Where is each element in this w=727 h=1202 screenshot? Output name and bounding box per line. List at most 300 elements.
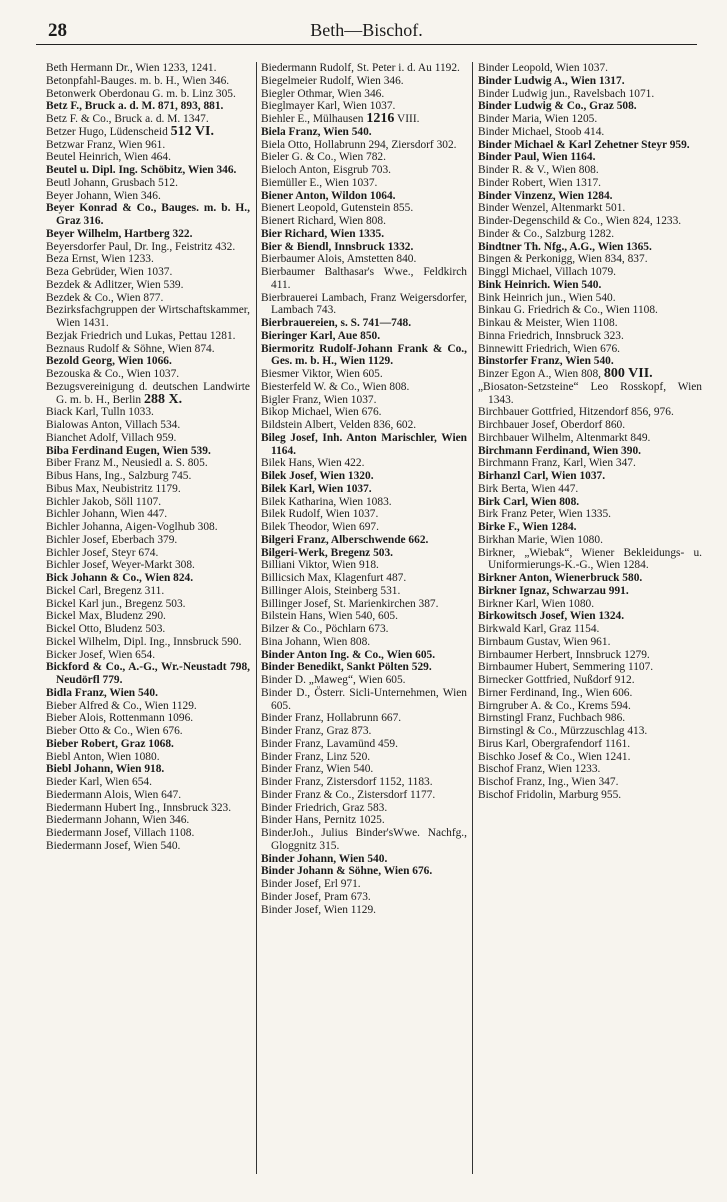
entry-text: Birhanzl Carl, Wien 1037. xyxy=(478,470,606,482)
entry-text: Binder Friedrich, Graz 583. xyxy=(261,801,388,814)
entry-text: Beyer Johann, Wien 346. xyxy=(46,189,161,202)
directory-entry xyxy=(478,572,702,585)
entry-emphasis: 512 VI. xyxy=(170,123,214,139)
directory-entry xyxy=(46,559,250,572)
entry-text: Bier & Biendl, Innsbruck 1332. xyxy=(261,240,414,253)
entry-text: Binzer Egon A., Wien 808, xyxy=(478,368,602,380)
directory-entry xyxy=(46,649,250,662)
directory-entry xyxy=(46,738,250,751)
directory-entry xyxy=(46,432,250,445)
directory-entry xyxy=(478,585,702,598)
entry-text: Bilek Rudolf, Wien 1037. xyxy=(261,508,379,521)
entry-text: Birner Ferdinand, Ing., Wien 606. xyxy=(478,686,633,699)
entry-text: Binder-Degenschild & Co., Wien 824, 1233. xyxy=(478,215,682,227)
entry-text: Birus Karl, Obergrafendorf 1161. xyxy=(478,737,631,750)
directory-entry xyxy=(46,113,250,126)
entry-text: Betz F. & Co., Bruck a. d. M. 1347. xyxy=(46,113,209,125)
entry-text: Bildstein Albert, Velden 836, 602. xyxy=(261,419,417,431)
entry-text: Biebl Johann, Wien 918. xyxy=(46,763,165,776)
directory-entry xyxy=(46,572,250,585)
directory-entry xyxy=(46,406,250,419)
directory-entry xyxy=(46,802,250,815)
entry-text: Bieglmayer Karl, Wien 1037. xyxy=(261,100,396,113)
entry-text: Bindtner Th. Nfg., A.G., Wien 1365. xyxy=(478,240,652,253)
directory-columns xyxy=(46,62,702,1182)
entry-text: Binder Paul, Wien 1164. xyxy=(478,151,596,164)
directory-entry xyxy=(46,177,250,190)
entry-text: Billicsich Max, Klagenfurt 487. xyxy=(261,572,407,584)
directory-entry xyxy=(261,763,467,776)
entry-text: Bichler Josef, Weyer-Markt 308. xyxy=(46,559,195,572)
entry-text: Birchbauer Wilhelm, Altenmarkt 849. xyxy=(478,431,651,444)
entry-text: Bick Johann & Co., Wien 824. xyxy=(46,572,194,584)
directory-entry xyxy=(478,445,702,458)
directory-entry xyxy=(261,610,467,623)
entry-text: Bilstein Hans, Wien 540, 605. xyxy=(261,610,398,623)
directory-entry xyxy=(478,253,702,266)
entry-text: Binkau & Meister, Wien 1108. xyxy=(478,317,618,329)
entry-text: Beza Ernst, Wien 1233. xyxy=(46,253,154,266)
directory-entry xyxy=(261,190,467,203)
directory-entry xyxy=(46,419,250,432)
directory-entry xyxy=(478,496,702,509)
directory-entry xyxy=(46,547,250,560)
directory-entry xyxy=(261,814,467,827)
directory-entry xyxy=(46,636,250,649)
entry-text: Binder D. „Maweg“, Wien 605. xyxy=(261,674,406,686)
directory-entry xyxy=(261,292,467,318)
directory-entry xyxy=(478,457,702,470)
directory-entry xyxy=(261,751,467,764)
directory-entry xyxy=(478,483,702,496)
directory-entry xyxy=(478,75,702,88)
directory-entry xyxy=(46,534,250,547)
entry-text: Birk Franz Peter, Wien 1335. xyxy=(478,508,612,521)
entry-text: Bickel Karl jun., Bregenz 503. xyxy=(46,597,186,610)
directory-entry xyxy=(261,177,467,190)
entry-text: Binstorfer Franz, Wien 540. xyxy=(478,355,614,368)
directory-entry xyxy=(46,496,250,509)
entry-text: Birke F., Wien 1284. xyxy=(478,521,577,533)
directory-entry xyxy=(478,62,702,75)
directory-entry xyxy=(478,241,702,254)
entry-text: Bilzer & Co., Pöchlarn 673. xyxy=(261,623,389,635)
directory-entry xyxy=(261,585,467,598)
directory-entry xyxy=(261,241,467,254)
directory-entry xyxy=(261,343,467,369)
directory-entry xyxy=(261,789,467,802)
entry-text: Bichler Jakob, Söll 1107. xyxy=(46,495,162,508)
entry-text: Binder Franz, Graz 873. xyxy=(261,725,372,737)
entry-text: Biela Franz, Wien 540. xyxy=(261,125,372,138)
entry-text: Binder Benedikt, Sankt Pölten 529. xyxy=(261,661,432,674)
entry-text: Birkowitsch Josef, Wien 1324. xyxy=(478,610,625,623)
entry-text: Birnbaum Gustav, Wien 961. xyxy=(478,635,611,648)
entry-text: Bilek Karl, Wien 1037. xyxy=(261,482,372,495)
entry-text: Birkner, „Wiebak“, Wiener Bekleidungs- u. Uniformierungs-K.-G., Wien 1284. xyxy=(478,546,702,572)
directory-entry xyxy=(478,215,702,228)
entry-text: Binkau G. Friedrich & Co., Wien 1108. xyxy=(478,304,658,317)
entry-text: Biela Otto, Hollabrunn 294, Ziersdorf 302. xyxy=(261,138,457,151)
directory-entry xyxy=(261,559,467,572)
directory-entry xyxy=(261,215,467,228)
directory-entry xyxy=(261,470,467,483)
directory-entry xyxy=(46,75,250,88)
entry-text: Birnstingl Franz, Fuchbach 986. xyxy=(478,712,626,725)
entry-text: Beznaus Rudolf & Söhne, Wien 874. xyxy=(46,342,215,355)
directory-entry xyxy=(46,355,250,368)
entry-text: Binder Anton Ing. & Co., Wien 605. xyxy=(261,648,436,661)
entry-text: Betonpfahl-Bauges. m. b. H., Wien 346. xyxy=(46,74,230,87)
entry-text: Birchmann Ferdinand, Wien 390. xyxy=(478,444,641,457)
directory-entry xyxy=(261,636,467,649)
directory-entry xyxy=(46,814,250,827)
directory-entry xyxy=(46,457,250,470)
directory-entry xyxy=(261,687,467,713)
entry-text: Bischof Fridolin, Marburg 955. xyxy=(478,788,622,801)
entry-text: Bichler Josef, Eberbach 379. xyxy=(46,533,178,546)
directory-entry xyxy=(46,100,250,113)
entry-text: Binder Michael, Stoob 414. xyxy=(478,125,605,138)
entry-text: Betzer Hugo, Lüdenscheid xyxy=(46,125,168,138)
entry-text: Binder Johann, Wien 540. xyxy=(261,852,388,865)
directory-entry xyxy=(261,381,467,394)
entry-text: Binder Leopold, Wien 1037. xyxy=(478,62,608,74)
entry-text: Binder & Co., Salzburg 1282. xyxy=(478,227,615,240)
directory-entry xyxy=(478,406,702,419)
entry-text: Biedermann Josef, Villach 1108. xyxy=(46,827,195,839)
entry-text: Biener Anton, Wildon 1064. xyxy=(261,189,396,202)
entry-text: Bezouska & Co., Wien 1037. xyxy=(46,368,180,380)
entry-text: Bichler Josef, Steyr 674. xyxy=(46,546,159,559)
entry-text: Birkner Ignaz, Schwarzau 991. xyxy=(478,584,629,597)
entry-text: Bickford & Co., A.-G., Wr.-Neustadt 798, Neudörfl 779. xyxy=(46,661,250,686)
directory-entry xyxy=(261,368,467,381)
directory-entry xyxy=(46,164,250,177)
entry-text: Binder Hans, Pernitz 1025. xyxy=(261,814,385,827)
directory-entry xyxy=(261,62,467,75)
directory-entry xyxy=(261,827,467,853)
directory-entry xyxy=(478,100,702,113)
directory-entry xyxy=(261,432,467,458)
entry-text: Beza Gebrüder, Wien 1037. xyxy=(46,266,173,278)
entry-text: Bezdek & Co., Wien 877. xyxy=(46,291,164,304)
directory-entry xyxy=(46,483,250,496)
entry-text: Bickel Max, Bludenz 290. xyxy=(46,610,166,623)
directory-entry xyxy=(478,508,702,521)
page-header xyxy=(36,14,697,45)
entry-text: Binder Franz & Co., Zistersdorf 1177. xyxy=(261,788,436,801)
entry-text: Bezold Georg, Wien 1066. xyxy=(46,355,172,368)
entry-emphasis: 800 VII. xyxy=(603,366,653,381)
directory-entry xyxy=(478,151,702,164)
entry-text: Birchbauer Josef, Oberdorf 860. xyxy=(478,419,626,431)
directory-entry xyxy=(478,712,702,725)
directory-column-2 xyxy=(261,62,467,916)
directory-entry xyxy=(261,776,467,789)
directory-entry xyxy=(46,343,250,356)
entry-text: Bischof Franz, Wien 1233. xyxy=(478,763,601,776)
directory-entry xyxy=(478,598,702,611)
entry-text: Biegelmeier Rudolf, Wien 346. xyxy=(261,74,404,87)
entry-text: Bink Heinrich jun., Wien 540. xyxy=(478,291,616,304)
entry-text: Bieder Karl, Wien 654. xyxy=(46,776,152,788)
entry-text: Binder Johann & Söhne, Wien 676. xyxy=(261,865,433,878)
directory-entry xyxy=(261,164,467,177)
directory-entry xyxy=(478,355,702,368)
entry-text: Biebl Anton, Wien 1080. xyxy=(46,750,160,763)
directory-entry xyxy=(478,368,702,381)
directory-entry xyxy=(261,266,467,292)
entry-text: Biber Franz M., Neusiedl a. S. 805. xyxy=(46,457,208,470)
entry-text: Bingen & Perkonigg, Wien 834, 837. xyxy=(478,253,648,266)
entry-text: Bianchet Adolf, Villach 959. xyxy=(46,431,177,444)
directory-entry xyxy=(261,598,467,611)
entry-text: Beyer Wilhelm, Hartberg 322. xyxy=(46,227,193,240)
directory-entry xyxy=(261,75,467,88)
entry-text: Bischko Josef & Co., Wien 1241. xyxy=(478,750,631,763)
directory-entry xyxy=(46,279,250,292)
entry-text: Bischof Franz, Ing., Wien 347. xyxy=(478,776,619,788)
directory-entry xyxy=(478,661,702,674)
entry-text: Beutl Johann, Grusbach 512. xyxy=(46,176,178,189)
directory-entry xyxy=(478,139,702,152)
directory-entry xyxy=(46,687,250,700)
directory-entry xyxy=(478,470,702,483)
directory-entry xyxy=(261,904,467,917)
directory-entry xyxy=(46,763,250,776)
entry-text: Biesterfeld W. & Co., Wien 808. xyxy=(261,380,410,393)
entry-text: Bilek Katharina, Wien 1083. xyxy=(261,495,392,508)
directory-entry xyxy=(46,661,250,687)
entry-text: Binna Friedrich, Innsbruck 323. xyxy=(478,329,624,342)
directory-entry xyxy=(46,751,250,764)
directory-entry xyxy=(478,687,702,700)
directory-entry xyxy=(261,496,467,509)
entry-text: Biedermann Alois, Wien 647. xyxy=(46,788,182,801)
directory-entry xyxy=(478,674,702,687)
entry-text: Birnbaumer Herbert, Innsbruck 1279. xyxy=(478,648,650,661)
entry-text: Binder Josef, Pram 673. xyxy=(261,890,371,903)
directory-entry xyxy=(478,419,702,432)
entry-text: Beutel u. Dipl. Ing. Schöbitz, Wien 346. xyxy=(46,164,237,176)
entry-text: Birkwald Karl, Graz 1154. xyxy=(478,623,600,635)
entry-text: Bienert Leopold, Gutenstein 855. xyxy=(261,202,414,215)
entry-text: Binder D., Österr. Sicli-Unternehmen, Wien 605. xyxy=(261,686,467,712)
directory-entry xyxy=(261,853,467,866)
directory-entry xyxy=(261,419,467,432)
directory-entry xyxy=(261,623,467,636)
entry-text: Bilgeri Franz, Alberschwende 662. xyxy=(261,533,429,546)
directory-entry xyxy=(46,266,250,279)
directory-entry xyxy=(46,776,250,789)
directory-column-1 xyxy=(46,62,250,853)
entry-text: Betz F., Bruck a. d. M. 871, 893, 881. xyxy=(46,100,224,113)
entry-text: Billiani Viktor, Wien 918. xyxy=(261,559,379,572)
entry-text: Bilek Josef, Wien 1320. xyxy=(261,470,374,482)
directory-entry xyxy=(46,712,250,725)
entry-text: Birchmann Franz, Karl, Wien 347. xyxy=(478,457,636,470)
entry-text: „Biosaton-Setzsteine“ Leo Rosskopf, Wien 1343. xyxy=(478,380,702,406)
directory-entry xyxy=(46,610,250,623)
directory-entry xyxy=(261,572,467,585)
entry-text: Bink Heinrich. Wien 540. xyxy=(478,278,602,291)
entry-text: Biesmer Viktor, Wien 605. xyxy=(261,368,383,380)
entry-text: Binder Maria, Wien 1205. xyxy=(478,113,598,125)
entry-text: Bickel Otto, Bludenz 503. xyxy=(46,623,166,635)
directory-entry xyxy=(261,649,467,662)
directory-entry xyxy=(261,457,467,470)
directory-entry xyxy=(261,661,467,674)
entry-text: Binder R. & V., Wien 808. xyxy=(478,164,599,176)
directory-entry xyxy=(46,840,250,853)
entry-text: Bichler Johanna, Aigen-Voglhub 308. xyxy=(46,521,218,533)
directory-entry xyxy=(478,381,702,407)
directory-column-3 xyxy=(478,62,702,802)
entry-text: Binder Franz, Hollabrunn 667. xyxy=(261,712,402,725)
directory-entry xyxy=(478,623,702,636)
entry-text: Birkner Anton, Wienerbruck 580. xyxy=(478,572,643,584)
directory-entry xyxy=(478,789,702,802)
entry-text: Bieringer Karl, Aue 850. xyxy=(261,329,381,342)
entry-emphasis: 1216 xyxy=(366,111,395,126)
directory-entry xyxy=(478,113,702,126)
directory-entry xyxy=(46,623,250,636)
entry-text: Bieler G. & Co., Wien 782. xyxy=(261,151,386,164)
page-number: 28 xyxy=(48,20,67,41)
entry-text: Bicker Josef, Wien 654. xyxy=(46,648,156,661)
directory-entry xyxy=(261,394,467,407)
entry-text: Binder Ludwig & Co., Graz 508. xyxy=(478,100,637,113)
directory-entry xyxy=(478,763,702,776)
entry-text: Biba Ferdinand Eugen, Wien 539. xyxy=(46,444,211,457)
entry-text: Bikop Michael, Wien 676. xyxy=(261,406,382,419)
entry-text: Bezdek & Adlitzer, Wien 539. xyxy=(46,278,184,291)
entry-text: Bilgeri-Werk, Bregenz 503. xyxy=(261,546,394,559)
directory-entry xyxy=(46,827,250,840)
entry-text: Bezugsvereinigung d. deutschen Landwirte G. m. b. H., Berlin xyxy=(46,380,250,406)
directory-entry xyxy=(261,202,467,215)
directory-entry xyxy=(478,547,702,573)
directory-entry xyxy=(261,865,467,878)
entry-text: Bienert Richard, Wien 808. xyxy=(261,215,386,227)
directory-entry xyxy=(478,343,702,356)
entry-text: Bilek Theodor, Wien 697. xyxy=(261,521,379,533)
entry-text: Biemüller E., Wien 1037. xyxy=(261,176,378,189)
entry-text: Bieber Alfred & Co., Wien 1129. xyxy=(46,699,197,712)
directory-entry xyxy=(46,123,250,139)
directory-entry xyxy=(261,725,467,738)
directory-entry xyxy=(46,139,250,152)
directory-entry xyxy=(478,177,702,190)
entry-text: Binder Franz, Wien 540. xyxy=(261,763,374,776)
directory-entry xyxy=(478,738,702,751)
directory-entry xyxy=(46,470,250,483)
entry-text: Bierbrauerei Lambach, Franz Weigersdorfer, Lambach 743. xyxy=(261,291,467,317)
entry-text: Biack Karl, Tulln 1033. xyxy=(46,406,154,419)
entry-text: Binder Ludwig A., Wien 1317. xyxy=(478,74,625,87)
directory-entry xyxy=(478,636,702,649)
directory-entry xyxy=(261,100,467,113)
entry-text: Binder Robert, Wien 1317. xyxy=(478,176,602,189)
entry-text: Biermoritz Rudolf-Johann Frank & Co., Ges. m. b. H., Wien 1129. xyxy=(261,342,467,368)
directory-entry xyxy=(261,547,467,560)
directory-entry xyxy=(46,789,250,802)
directory-entry xyxy=(46,62,250,75)
directory-entry xyxy=(478,534,702,547)
entry-text: Beyer Konrad & Co., Bauges. m. b. H., Graz 316. xyxy=(46,202,250,227)
directory-entry xyxy=(478,725,702,738)
directory-entry xyxy=(478,521,702,534)
directory-entry xyxy=(478,776,702,789)
directory-entry xyxy=(478,317,702,330)
directory-entry xyxy=(261,674,467,687)
entry-text: Biedermann Johann, Wien 346. xyxy=(46,814,190,827)
directory-entry xyxy=(46,521,250,534)
directory-entry xyxy=(478,202,702,215)
entry-text: Binder Michael & Karl Zehetner Steyr 959. xyxy=(478,138,690,151)
entry-text: Bilek Hans, Wien 422. xyxy=(261,457,365,470)
entry-text: Betonwerk Oberdonau G. m. b. Linz 305. xyxy=(46,87,236,100)
entry-text: Bibus Hans, Ing., Salzburg 745. xyxy=(46,470,192,482)
entry-text: Binggl Michael, Villach 1079. xyxy=(478,266,616,278)
directory-entry xyxy=(261,317,467,330)
directory-entry xyxy=(261,712,467,725)
entry-text: Bidla Franz, Wien 540. xyxy=(46,686,158,699)
directory-entry xyxy=(261,802,467,815)
entry-text: Bezirksfachgruppen der Wirtschaftskammer, Wien 1431. xyxy=(46,304,250,329)
directory-entry xyxy=(478,190,702,203)
entry-text: Beutel Heinrich, Wien 464. xyxy=(46,151,171,164)
entry-text: Biedermann Josef, Wien 540. xyxy=(46,839,181,852)
directory-entry xyxy=(478,279,702,292)
directory-entry xyxy=(46,508,250,521)
directory-entry xyxy=(478,126,702,139)
directory-entry xyxy=(261,88,467,101)
directory-entry xyxy=(261,534,467,547)
directory-entry xyxy=(478,164,702,177)
entry-text: Beyersdorfer Paul, Dr. Ing., Feistritz 432. xyxy=(46,240,236,253)
directory-entry xyxy=(261,126,467,139)
page-title: Beth—Bischof. xyxy=(310,20,423,40)
directory-entry xyxy=(46,253,250,266)
entry-text: Birnbaumer Hubert, Semmering 1107. xyxy=(478,661,654,674)
directory-entry xyxy=(478,330,702,343)
directory-entry xyxy=(261,483,467,496)
entry-text: Binder Josef, Erl 971. xyxy=(261,878,361,890)
entry-text: Biehler E., Mülhausen xyxy=(261,113,364,125)
directory-entry xyxy=(478,304,702,317)
directory-entry xyxy=(261,878,467,891)
entry-text: Birk Carl, Wien 808. xyxy=(478,495,580,508)
entry-text: Binder Wenzel, Altenmarkt 501. xyxy=(478,202,626,215)
directory-entry xyxy=(261,113,467,126)
entry-text: Binder Franz, Zistersdorf 1152, 1183. xyxy=(261,776,433,788)
directory-entry xyxy=(46,88,250,101)
entry-text: Bierbaumer Balthasar's Wwe., Feldkirch 411. xyxy=(261,266,467,291)
entry-text: Birnstingl & Co., Mürzzuschlag 413. xyxy=(478,725,648,737)
entry-text: Birnecker Gottfried, Nußdorf 912. xyxy=(478,674,635,686)
directory-entry xyxy=(46,190,250,203)
entry-text: Binder Vinzenz, Wien 1284. xyxy=(478,189,613,202)
entry-text: Biedermann Hubert Ing., Innsbruck 323. xyxy=(46,801,232,814)
directory-entry xyxy=(46,151,250,164)
directory-entry xyxy=(261,406,467,419)
directory-entry xyxy=(46,700,250,713)
directory-entry xyxy=(261,738,467,751)
directory-entry xyxy=(46,241,250,254)
entry-text: Bichler Johann, Wien 447. xyxy=(46,508,168,521)
